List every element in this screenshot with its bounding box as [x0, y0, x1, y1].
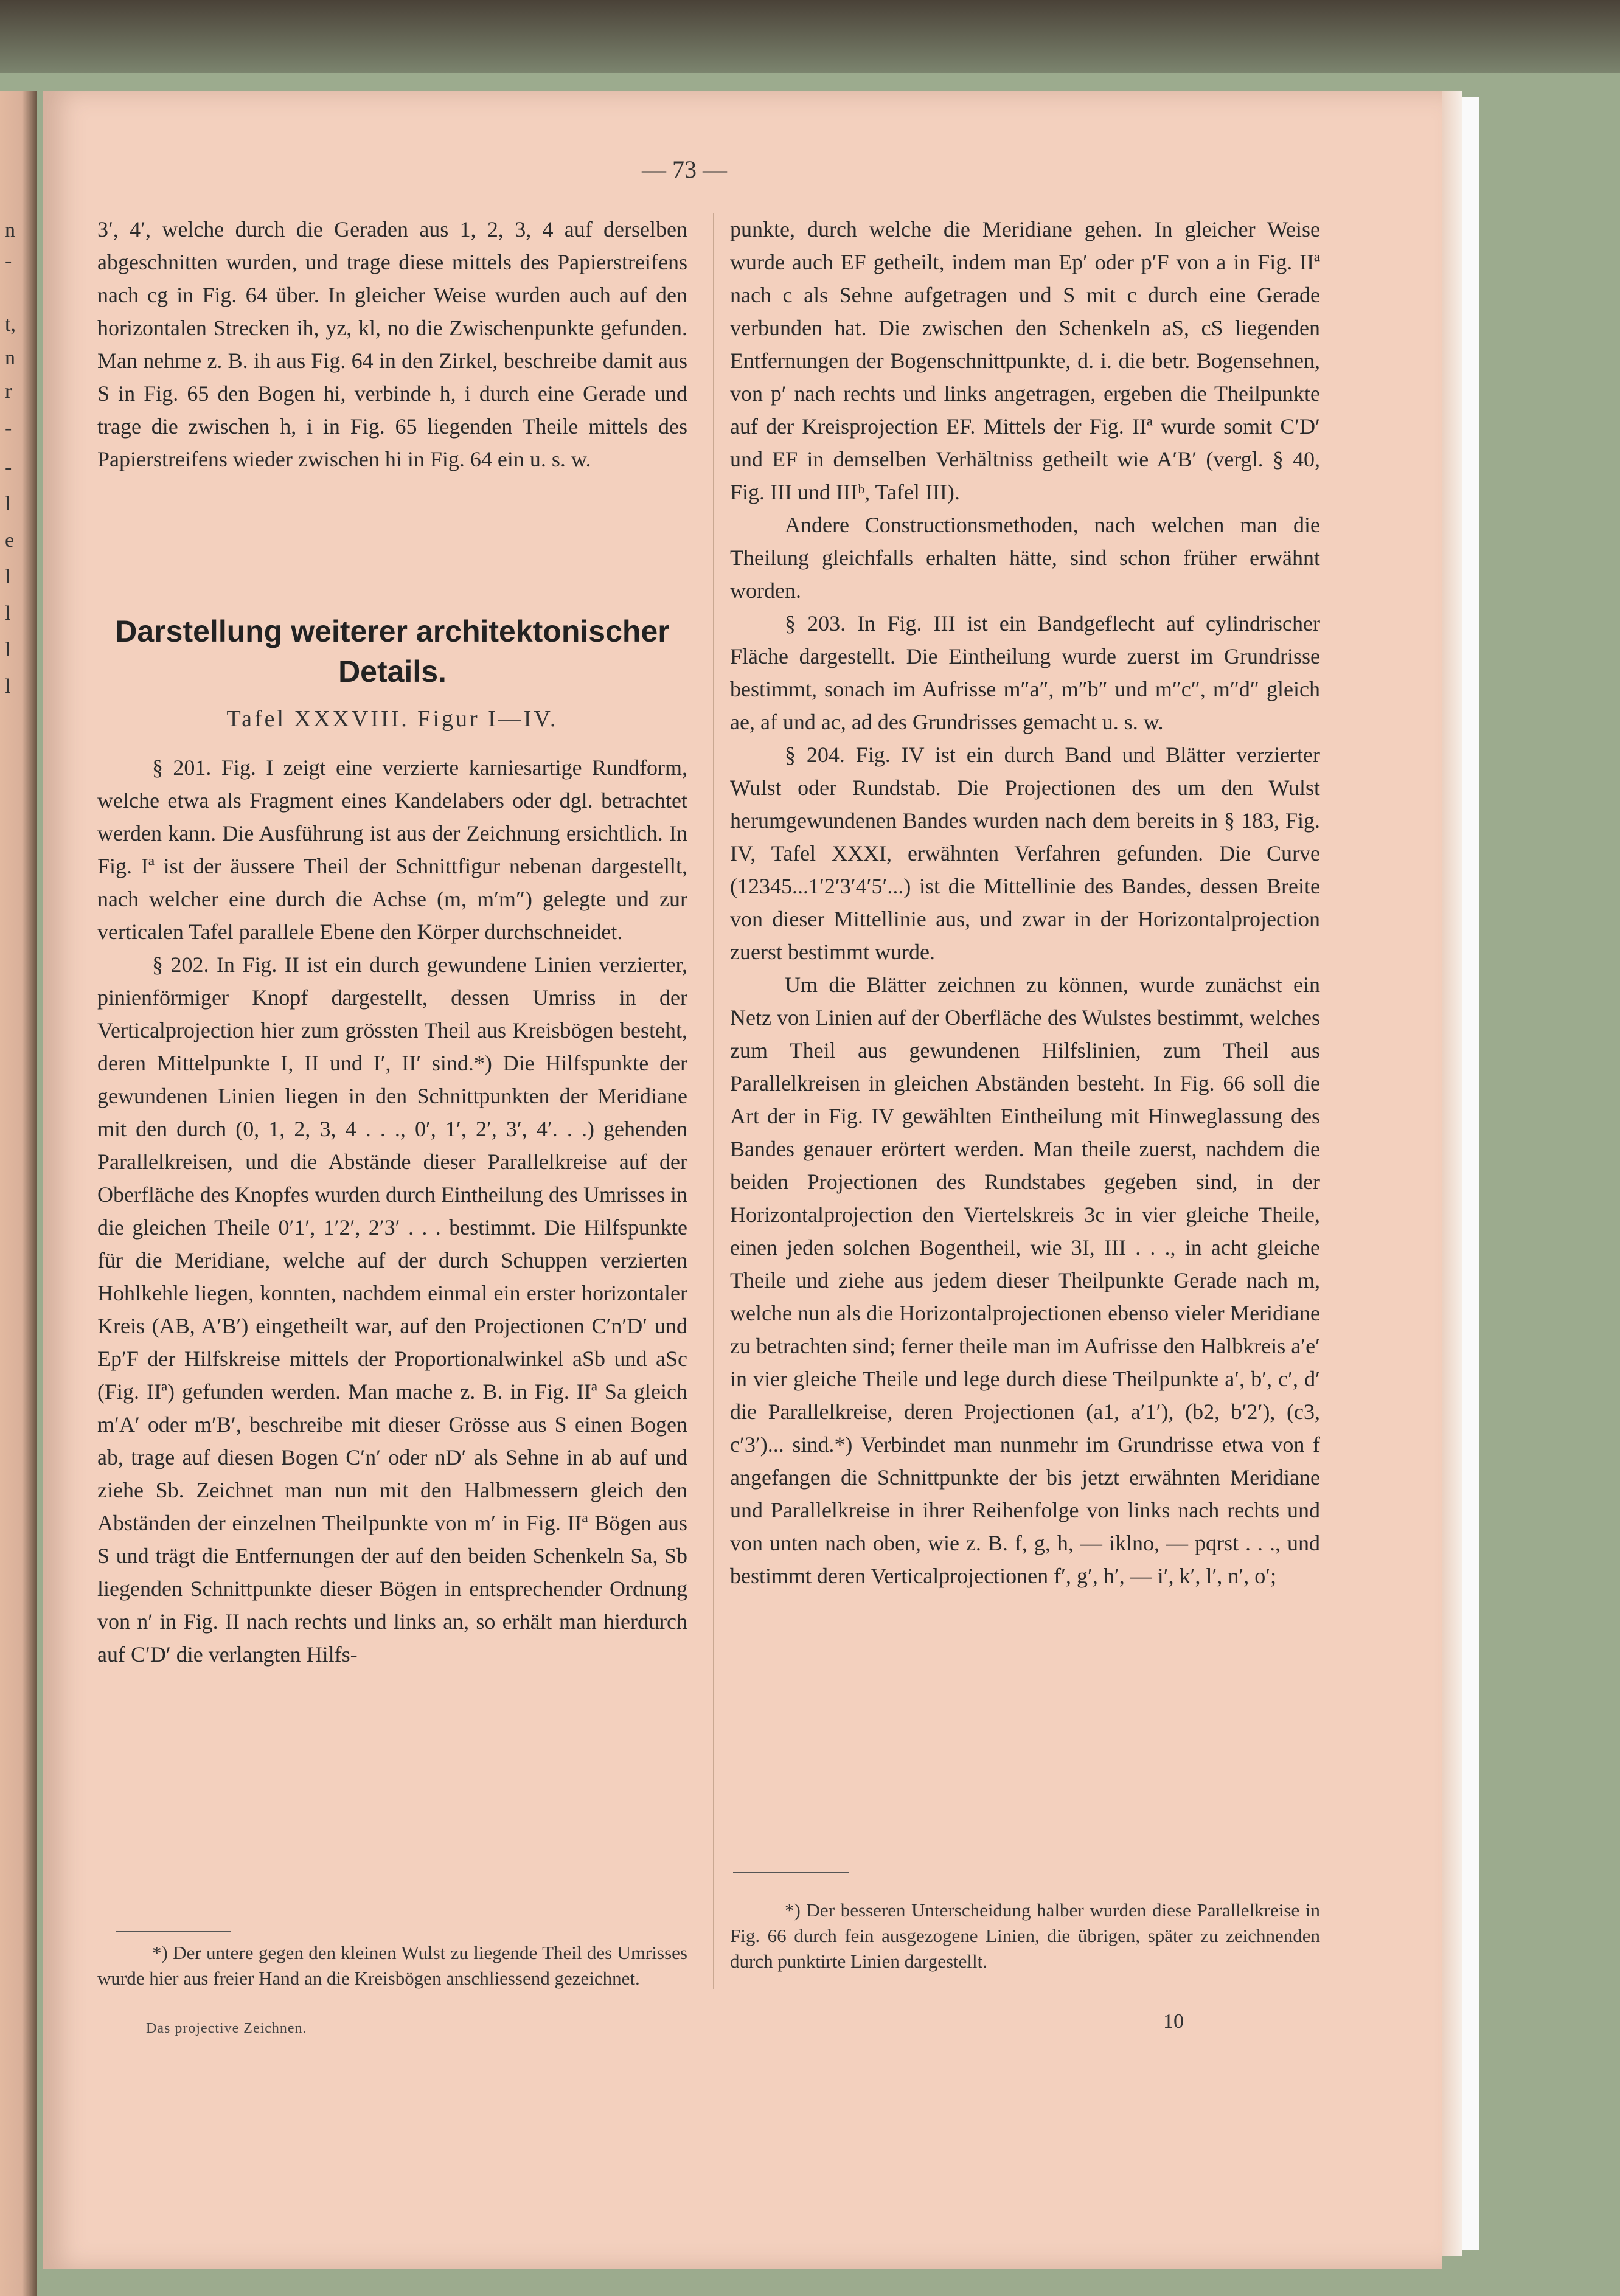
footnote-rule — [733, 1872, 849, 1873]
paragraph: Andere Constructionsmethoden, nach welchen man die Theilung gleichfalls erhalten hätte, sind schon früher erwähnt worden. — [730, 513, 1320, 603]
paragraph: § 203. In Fig. III ist ein Bandgeflecht auf cylindrischer Fläche dargestellt. Die Eintheilung wurde zuerst im Grundrisse bestimmt, sonach im Aufrisse m″a″, m″b″ und m″c″, m″d″ gleich ae, af und ac, ad des Grundrisses gemacht u. s. w. — [730, 611, 1320, 734]
paragraph: § 204. Fig. IV ist ein durch Band und Blätter verzierter Wulst oder Rundstab. Die Projectionen des um den Wulst herumgewundenen Bandes wurden nach dem bereits in § 183, Fig. IV, Tafel XXXI, erwähnten Verfahren gefunden. Die Curve (12345...1′2′3′4′5′...) ist die Mittellinie des Bandes, dessen Breite von dieser Mittellinie aus, und zwar in der Horizontalprojection zuerst bestimmt wurde. — [730, 743, 1320, 964]
left-page-fragment: l — [5, 566, 11, 588]
left-page-fragment: - — [5, 417, 12, 439]
left-page-fragment: - — [5, 249, 12, 272]
page-number: — 73 — — [642, 156, 727, 183]
left-page-fragment: e — [5, 529, 15, 552]
paragraph: punkte, durch welche die Meridiane gehen. In gleicher Weise wurde auch EF getheilt, indem man Ep′ oder p′F von a in Fig. IIª nach c als Sehne aufgetragen und S mit c durch eine Gerade verbunden hat. Die zwischen den Schenkeln aS, cS liegenden Entfernungen der Bogenschnittpunkte, d. i. die betr. Bogensehnen, von p′ nach rechts und links angetragen, ergeben die Theilpunkte auf der Kreisprojection EF. Mittels der Fig. IIª wurde somit C′D′ und EF in demselben Verhältniss getheilt wie A′B′ (vergl. § 40, Fig. III und IIIᵇ, Tafel III). — [730, 217, 1320, 504]
footnote: *) Der besseren Unterscheidung halber wurden diese Parallelkreise in Fig. 66 durch fein ausgezogene Linien, die übrigen, später zu zeichnenden durch punktirte Linien dargestellt. — [730, 1899, 1320, 1972]
column-divider — [713, 213, 714, 1989]
plate-reference: Tafel XXXVIII. Figur I—IV. — [226, 706, 558, 732]
left-page-fragment: l — [5, 602, 11, 625]
left-page-fragment: - — [5, 456, 12, 479]
left-page-edge — [0, 91, 37, 2296]
left-column-top — [97, 213, 687, 476]
left-page-fragment: l — [5, 675, 11, 698]
footnote-rule — [116, 1931, 231, 1932]
left-page-fragment: r — [5, 380, 12, 403]
left-page-fragment: l — [5, 639, 11, 661]
paper-strip — [1462, 97, 1479, 2250]
left-column-body — [97, 751, 687, 1671]
imprint: Das projective Zeichnen. — [146, 2020, 307, 2036]
section-title: Darstellung weiterer architektonischer Details. — [115, 614, 670, 688]
page-edge — [1442, 91, 1462, 2256]
paragraph: § 201. Fig. I zeigt eine verzierte karniesartige Rundform, welche etwa als Fragment eines Kandelabers oder dgl. betrachtet werden kann. Die Ausführung ist aus der Zeichnung ersichtlich. In Fig. Iª ist der äussere Theil der Schnittfigur nebenan dargestellt, nach welcher eine durch die Achse (m, m′m″) gelegte und zur verticalen Tafel parallele Ebene den Körper durchschneidet. — [97, 755, 687, 944]
paragraph: Um die Blätter zeichnen zu können, wurde zunächst ein Netz von Linien auf der Oberfläche des Wulstes bestimmt, welches zum Theil aus gewundenen Hilfslinien, zum Theil aus Parallelkreisen in gleichen Abständen besteht. In Fig. 66 soll die Art der in Fig. IV gewählten Eintheilung mit Hinweglassung des Bandes genauer erörtert werden. Man theile zuerst, nachdem die beiden Projectionen des Rundstabes gegeben sind, in der Horizontalprojection den Viertelskreis 3c in vier gleiche Theile, einen jeden solchen Bogentheil, wie 3I, III . . ., in acht gleiche Theile und ziehe aus jedem dieser Theilpunkte Gerade nach m, welche nun als die Horizontalprojectionen ebenso vieler Meridiane zu betrachten sind; ferner theile man im Aufrisse den Halbkreis a′e′ in vier gleiche Theile und lege durch diese Theilpunkte a′, b′, c′, d′ die Parallelkreise, deren Projectionen (a1, a′1′), (b2, b′2′), (c3, c′3′)... sind.*) Verbindet man nunmehr im Grundrisse etwa von f angefangen die Schnittpunkte der bis jetzt erwähnten Meridiane und Parallelkreise in ihrer Reihenfolge von links nach rechts und von unten nach oben, wie z. B. f, g, h, — iklno, — pqrst . . ., und bestimmt deren Verticalprojectionen f′, g′, h′, — i′, k′, l′, n′, o′; — [730, 973, 1320, 1588]
left-page-fragment: l — [5, 493, 11, 515]
paragraph: § 202. In Fig. II ist ein durch gewundene Linien verzierter, pinienförmiger Knopf dargestellt, dessen Umriss in der Verticalprojection hier zum grössten Theil aus Kreisbögen besteht, deren Mittelpunkte I, II und I′, II′ sind.*) Die Hilfspunkte der gewundenen Linien liegen in den Schnittpunkten der Meridiane mit den durch (0, 1, 2, 3, 4 . . ., 0′, 1′, 2′, 3′, 4′. . .) gehenden Parallelkreisen, und die Abstände dieser Parallelkreise auf der Oberfläche des Knopfes wurden durch Eintheilung des Umrisses in die gleichen Theile 0′1′, 1′2′, 2′3′ . . . bestimmt. Die Hilfspunkte für die Meridiane, welche auf der durch Schuppen verzierten Hohlkehle liegen, konnten, nachdem einmal ein erster horizontaler Kreis (AB, A′B′) eingetheilt war, auf den Projectionen C′n′D′ und Ep′F der Hilfskreise mittels der Proportionalwinkel aSb und aSc (Fig. IIª) gefunden werden. Man mache z. B. in Fig. IIª Sa gleich m′A′ oder m′B′, beschreibe mit dieser Grösse aus S einen Bogen ab, trage auf diesen Bogen C′n′ oder nD′ als Sehne in ab auf und ziehe Sb. Zeichnet man nun mit den Halbmessern gleich den Abständen der einzelnen Theilpunkte von m′ in Fig. IIª Bögen aus S und trägt die Entfernungen der auf den beiden Schenkeln Sa, Sb liegenden Schnittpunkte dieser Bögen in entsprechender Ordnung von n′ in Fig. II nach rechts und links an, so erhält man hierdurch auf C′D′ die verlangten Hilfs- — [97, 952, 687, 1667]
left-page-fragment: n — [5, 347, 15, 369]
right-column — [730, 213, 1320, 1592]
left-page-fragment: n — [5, 219, 15, 241]
signature-mark: 10 — [1163, 2010, 1184, 2033]
paragraph: 3′, 4′, welche durch die Geraden aus 1, 2, 3, 4 auf derselben abgeschnitten wurden, und trage diese mittels des Papierstreifens nach cg in Fig. 64 über. In gleicher Weise wurden auch auf den horizontalen Strecken ih, yz, kl, no die Zwischenpunkte gefunden. Man nehme z. B. ih aus Fig. 64 in den Zirkel, beschreibe damit aus S in Fig. 65 den Bogen hi, verbinde h, i durch eine Gerade und trage die zwischen h, i in Fig. 65 liegenden Theile mittels des Papierstreifens wieder zwischen hi in Fig. 64 ein u. s. w. — [97, 217, 687, 471]
footnote: *) Der untere gegen den kleinen Wulst zu liegende Theil des Umrisses wurde hier aus freier Hand an die Kreisbögen anschliessend gezeichnet. — [97, 1942, 687, 1989]
left-page-fragment: t, — [5, 313, 16, 336]
